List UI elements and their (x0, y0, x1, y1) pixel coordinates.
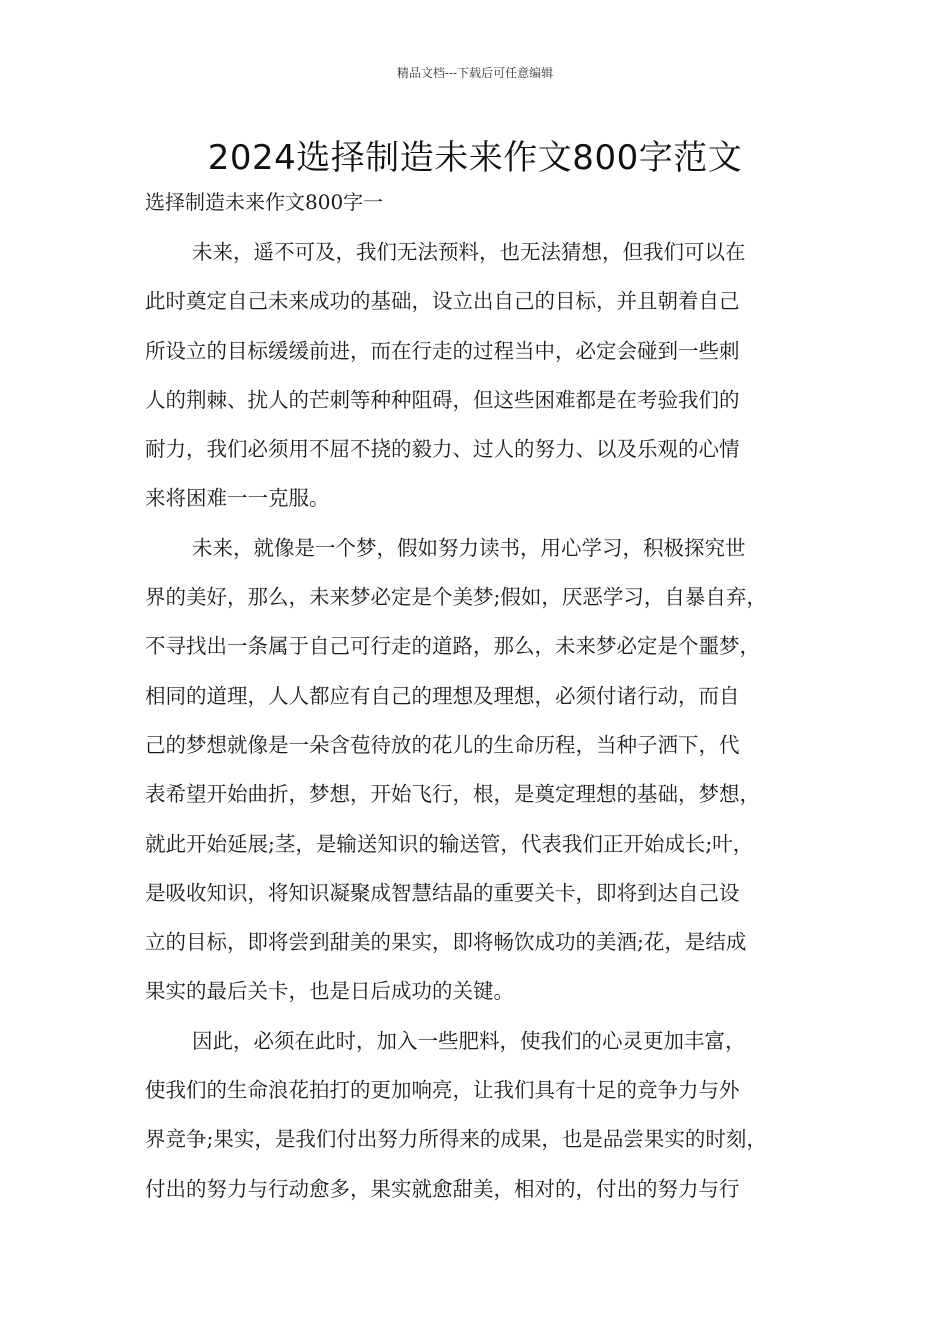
text-line: 来将困难一一克服。 (145, 486, 330, 511)
text-line: 未来，遥不可及，我们无法预料，也无法猜想，但我们可以在 (192, 240, 746, 264)
text-line: 因此，必须在此时，加入一些肥料，使我们的心灵更加丰富， (192, 1028, 746, 1053)
text-line: 己的梦想就像是一朵含苞待放的花儿的生命历程，当种子洒下，代 (145, 732, 740, 757)
text-line: 表希望开始曲折，梦想，开始飞行，根，是奠定理想的基础，梦想， (145, 782, 760, 807)
header-note: 精品文档---下载后可任意编辑 (396, 66, 554, 80)
text-line: 是吸收知识，将知识凝聚成智慧结晶的重要关卡，即将到达自己设 (145, 880, 740, 905)
text-line: 不寻找出一条属于自己可行走的道路，那么，未来梦必定是个噩梦， (145, 634, 760, 659)
text-line: 界竞争;果实，是我们付出努力所得来的成果，也是品尝果实的时刻， (145, 1127, 767, 1152)
text-line: 就此开始延展;茎，是输送知识的输送管，代表我们正开始成长;叶， (145, 831, 754, 856)
text-line: 未来，就像是一个梦，假如努力读书，用心学习，积极探究世 (192, 535, 746, 560)
paragraph (145, 1017, 825, 1214)
section-subheading: 选择制造未来作文800字一 (145, 190, 384, 214)
text-line: 立的目标，即将尝到甜美的果实，即将畅饮成功的美酒;花，是结成 (145, 930, 747, 955)
text-line: 果实的最后关卡，也是日后成功的关键。 (145, 979, 514, 1004)
text-line: 耐力，我们必须用不屈不挠的毅力、过人的努力、以及乐观的心情 (145, 437, 740, 462)
text-line: 相同的道理，人人都应有自己的理想及理想，必须付诸行动，而自 (145, 683, 740, 708)
text-line: 界的美好，那么，未来梦必定是个美梦;假如，厌恶学习，自暴自弃， (145, 585, 767, 610)
text-line: 人的荆棘、扰人的芒刺等种种阻碍，但这些困难都是在考验我们的 (145, 387, 740, 412)
text-line: 所设立的目标缓缓前进，而在行走的过程当中，必定会碰到一些刺 (145, 338, 740, 363)
paragraph (145, 524, 825, 1017)
paragraph (145, 228, 825, 524)
text-line: 此时奠定自己未来成功的基础，设立出自己的目标，并且朝着自己 (145, 289, 740, 314)
body-text (145, 228, 825, 1214)
text-line: 使我们的生命浪花拍打的更加响亮，让我们具有十足的竞争力与外 (145, 1078, 740, 1103)
document-title: 2024选择制造未来作文800字范文 (207, 138, 743, 178)
text-line: 付出的努力与行动愈多，果实就愈甜美，相对的，付出的努力与行 (145, 1176, 740, 1201)
